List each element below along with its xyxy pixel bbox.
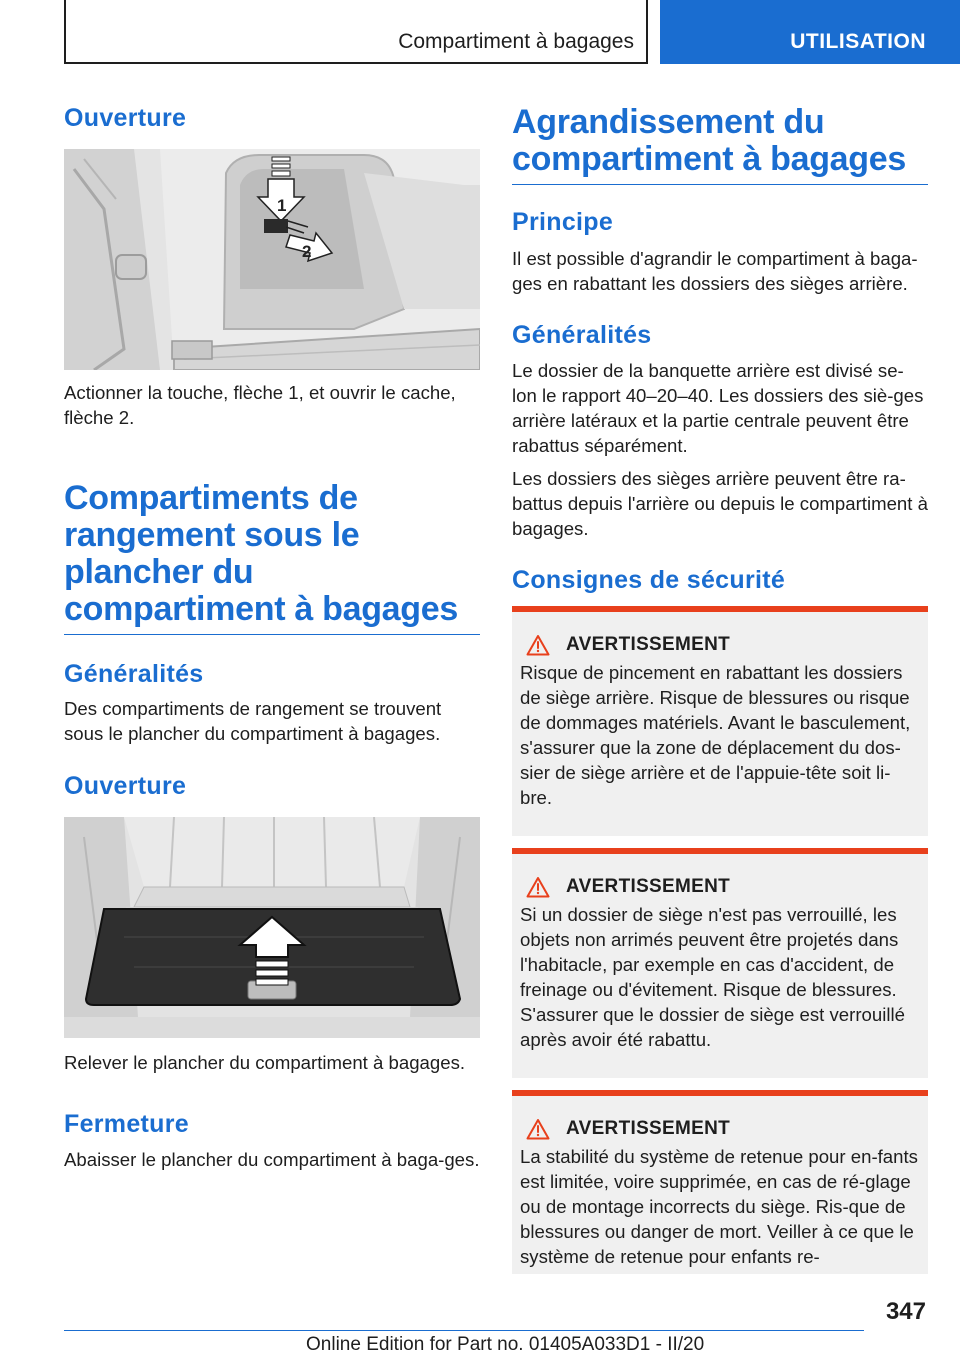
figure-floor-opening bbox=[64, 817, 480, 1038]
warning-title-2-text: AVERTISSEMENT bbox=[566, 876, 731, 897]
warning-title-2 bbox=[526, 876, 920, 898]
warning-triangle-icon bbox=[526, 634, 550, 656]
footer-divider bbox=[64, 1330, 864, 1331]
heading-closing: Fermeture bbox=[64, 1110, 189, 1138]
text-general-seats-1: Le dossier de la banquette arrière est divisé se-lon le rapport 40–20–40. Les dossiers des siè-ges arrière latéraux et la partie centrale peuvent être rabattus séparément. bbox=[512, 360, 924, 456]
caption-cover-opening: Actionner la touche, flèche 1, et ouvrir le cache, flèche 2. bbox=[64, 382, 456, 428]
heading-storage-compartments: Compartiments de rangement sous le plancher du compartiment à bagages bbox=[64, 480, 480, 635]
warning-triangle-icon bbox=[526, 876, 550, 898]
text-general-storage: Des compartiments de rangement se trouvent sous le plancher du compartiment à bagages. bbox=[64, 698, 442, 744]
text-principle: Il est possible d'agrandir le compartiment à baga-ges en rabattant les dossiers des sièges arrière. bbox=[512, 248, 918, 294]
warning-title-3 bbox=[526, 1118, 920, 1140]
arrow-label-1: 1 bbox=[277, 196, 287, 215]
warning-text-3: La stabilité du système de retenue pour en-fants est limitée, voire supprimée, en cas de ré-glage ou de montage incorrects du siège. Ris-que de blessures ou danger de mort. Veiller à ce que le système de retenue pour enfants re- bbox=[520, 1146, 918, 1267]
heading-general-storage: Généralités bbox=[64, 660, 204, 688]
warning-box-1 bbox=[512, 606, 928, 836]
warning-title-1 bbox=[526, 634, 920, 656]
heading-principle: Principe bbox=[512, 208, 614, 236]
caption-floor-opening: Relever le plancher du compartiment à bagages. bbox=[64, 1052, 466, 1073]
footer-edition: Online Edition for Part no. 01405A033D1 - II/20 bbox=[306, 1334, 705, 1355]
page-number: 347 bbox=[885, 1298, 926, 1325]
header-chapter-title: UTILISATION bbox=[790, 30, 926, 53]
text-general-seats-2: Les dossiers des sièges arrière peuvent être ra-battus depuis l'arrière ou depuis le compartiment à bagages. bbox=[512, 468, 928, 539]
warning-box-2 bbox=[512, 848, 928, 1078]
header-chapter-box bbox=[660, 0, 960, 64]
floor-opening-illustration bbox=[64, 817, 480, 1038]
warning-text-2: Si un dossier de siège n'est pas verrouillé, les objets non arrimés peuvent être projetés dans l'habitacle, par exemple en cas d'accident, de freinage ou d'évitement. Risque de blessures. S'assurer que le dossier de siège est verrouillé après avoir été rabattu. bbox=[520, 904, 905, 1050]
text-closing: Abaisser le plancher du compartiment à baga-ges. bbox=[64, 1149, 480, 1170]
warning-text-1: Risque de pincement en rabattant les dossiers de siège arrière. Risque de blessures ou risque de dommages matériels. Avant le basculement, s'assurer que la zone de déplacement du dos-sier de siège arrière et de l'appuie-tête soit li-bre. bbox=[520, 662, 911, 808]
header-section-box bbox=[64, 0, 648, 64]
header-section-title: Compartiment à bagages bbox=[398, 30, 634, 53]
heading-enlarge-luggage: Agrandissement du compartiment à bagages bbox=[512, 104, 928, 185]
warning-triangle-icon bbox=[526, 1118, 550, 1140]
warning-box-3 bbox=[512, 1090, 928, 1274]
heading-general-seats: Généralités bbox=[512, 321, 652, 349]
warning-title-3-text: AVERTISSEMENT bbox=[566, 1118, 731, 1139]
cover-opening-illustration bbox=[64, 149, 480, 370]
warning-title-1-text: AVERTISSEMENT bbox=[566, 634, 731, 655]
figure-cover-opening bbox=[64, 149, 480, 370]
heading-opening-cover: Ouverture bbox=[64, 104, 187, 132]
heading-opening-floor: Ouverture bbox=[64, 772, 187, 800]
arrow-label-2: 2 bbox=[302, 242, 312, 261]
heading-safety: Consignes de sécurité bbox=[512, 566, 786, 594]
